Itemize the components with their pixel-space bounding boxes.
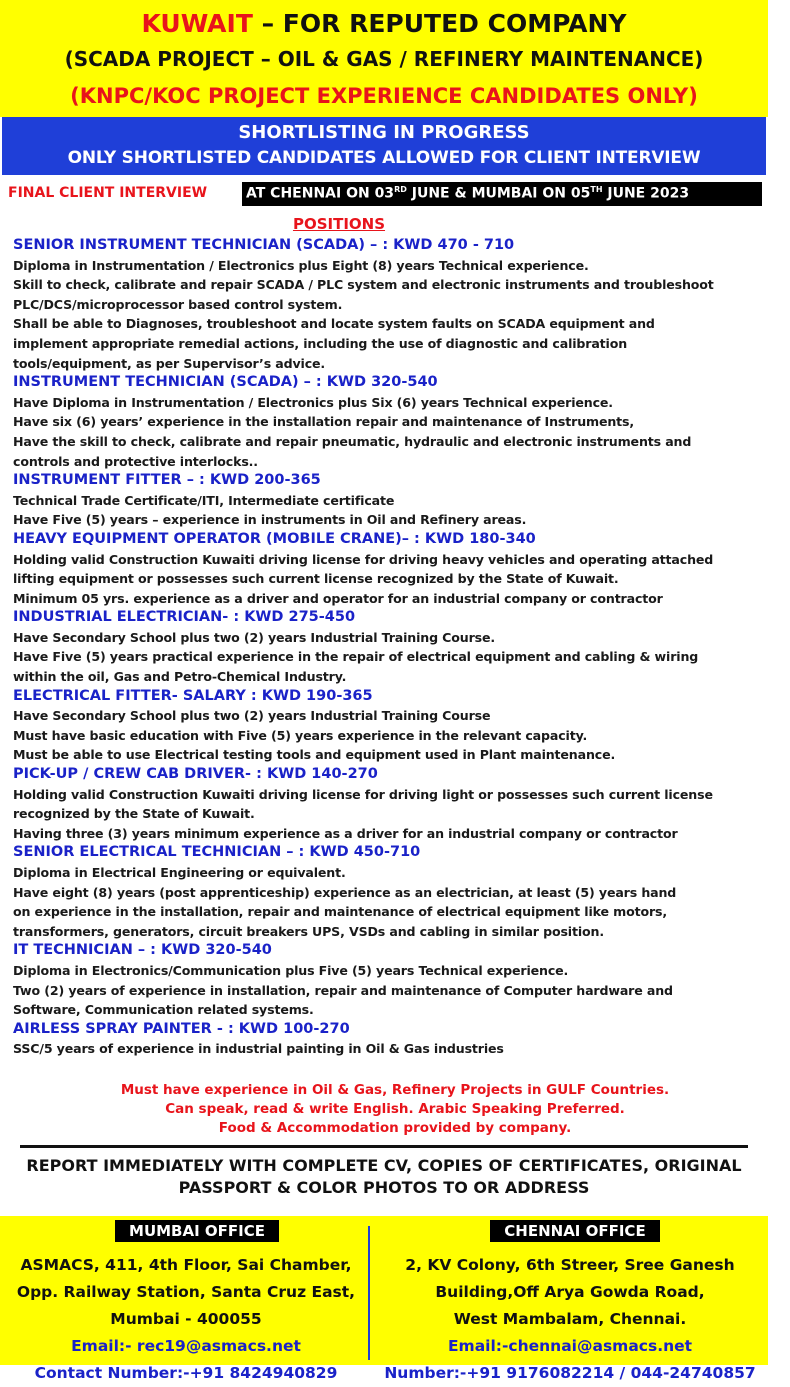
schedule-part: AT CHENNAI ON 03: [246, 185, 395, 202]
address-line: ASMACS, 411, 4th Floor, Sai Chamber,: [20, 1256, 352, 1274]
mumbai-office-heading: MUMBAI OFFICE: [115, 1220, 279, 1242]
position-requirement: Have the skill to check, calibrate and repair pneumatic, hydraulic and electronic instruments and: [13, 433, 692, 449]
position-requirement: recognized by the State of Kuwait.: [13, 806, 255, 822]
interview-allowed-line: ONLY SHORTLISTED CANDIDATES ALLOWED FOR CLIENT INTERVIEW: [67, 148, 701, 168]
position-requirement: Minimum 05 yrs. experience as a driver and operator for an industrial company or contractor: [13, 590, 663, 606]
offices-footer: [0, 1216, 768, 1382]
positions-heading: POSITIONS: [292, 215, 386, 233]
mumbai-email[interactable]: Email:- rec19@asmacs.net: [71, 1337, 301, 1355]
position-requirement: on experience in the installation, repair and maintenance of electrical equipment like motors,: [13, 904, 668, 920]
position-title: HEAVY EQUIPMENT OPERATOR (MOBILE CRANE)– : KWD 180-340: [13, 530, 536, 547]
position-requirement: Two (2) years of experience in installation, repair and maintenance of Computer hardware and: [13, 982, 673, 998]
address-line: Building,Off Arya Gowda Road,: [435, 1283, 705, 1301]
position-requirement: Must be able to use Electrical testing tools and equipment used in Plant maintenance.: [13, 747, 616, 763]
position-requirement: Have Diploma in Instrumentation / Electronics plus Six (6) years Technical experience.: [13, 394, 613, 410]
interview-schedule: [242, 182, 762, 206]
position-requirement: Technical Trade Certificate/ITI, Intermediate certificate: [13, 492, 395, 508]
chennai-office: [372, 1230, 768, 1387]
note-line: Can speak, read & write English. Arabic Speaking Preferred.: [165, 1101, 625, 1117]
report-instructions: [0, 1155, 768, 1199]
position-requirement: Have Secondary School plus two (2) years Industrial Training Course: [13, 708, 491, 724]
shortlisting-banner: [2, 117, 766, 175]
header-banner: [0, 0, 768, 117]
position-title: IT TECHNICIAN – : KWD 320-540: [13, 942, 272, 959]
position-requirement: Holding valid Construction Kuwaiti driving license for driving light or possesses such current license: [13, 786, 713, 802]
position-requirement: Have eight (8) years (post apprenticeship) experience as an electrician, at least (5) years hand: [13, 884, 677, 900]
position-requirement: transformers, generators, circuit breakers UPS, VSDs and cabling in similar position.: [13, 923, 604, 939]
position-title: SENIOR INSTRUMENT TECHNICIAN (SCADA) – : KWD 470 - 710: [13, 237, 515, 253]
shortlisting-line: SHORTLISTING IN PROGRESS: [238, 122, 530, 143]
final-interview-row: [0, 182, 768, 206]
position-requirement: SSC/5 years of experience in industrial painting in Oil & Gas industries: [13, 1041, 504, 1057]
position-requirement: Have Secondary School plus two (2) years Industrial Training Course.: [13, 629, 496, 645]
position-requirement: within the oil, Gas and Petro-Chemical Industry.: [13, 669, 347, 685]
position-requirement: controls and protective interlocks..: [13, 453, 258, 469]
chennai-contact[interactable]: Number:-+91 9176082214 / 044-24740857: [384, 1364, 756, 1382]
requirements-notes: [0, 1081, 790, 1138]
position-title: INDUSTRIAL ELECTRICIAN- : KWD 275-450: [13, 609, 356, 626]
final-interview-label: FINAL CLIENT INTERVIEW: [8, 185, 208, 201]
title-country: KUWAIT: [141, 9, 253, 38]
position-requirement: Holding valid Construction Kuwaiti driving license for driving heavy vehicles and operating attached: [13, 551, 714, 567]
position-requirement: Software, Communication related systems.: [13, 1002, 314, 1018]
position-requirement: Have six (6) years’ experience in the installation repair and maintenance of Instruments,: [13, 414, 635, 430]
report-line: REPORT IMMEDIATELY WITH COMPLETE CV, COPIES OF CERTIFICATES, ORIGINAL: [26, 1156, 742, 1175]
note-line: Food & Accommodation provided by company.: [218, 1120, 572, 1136]
position-requirement: Diploma in Electrical Engineering or equivalent.: [13, 865, 346, 880]
position-title: PICK-UP / CREW CAB DRIVER- : KWD 140-270: [13, 766, 378, 783]
report-line: PASSPORT & COLOR PHOTOS TO OR ADDRESS: [178, 1178, 590, 1197]
office-divider: [368, 1226, 370, 1360]
position-requirement: PLC/DCS/microprocessor based control system.: [13, 296, 343, 312]
position-requirement: Have Five (5) years – experience in instruments in Oil and Refinery areas.: [13, 512, 527, 528]
position-requirement: Must have basic education with Five (5) years experience in the relevant capacity.: [13, 727, 588, 743]
mumbai-contact[interactable]: Contact Number:-+91 8424940829: [34, 1364, 338, 1382]
title-rest: – FOR REPUTED COMPANY: [252, 9, 627, 38]
position-title: AIRLESS SPRAY PAINTER - : KWD 100-270: [13, 1020, 350, 1037]
position-title: SENIOR ELECTRICAL TECHNICIAN – : KWD 450-710: [13, 844, 421, 861]
position-requirement: Diploma in Electronics/Communication plus Five (5) years Technical experience.: [13, 962, 569, 978]
position-requirement: Having three (3) years minimum experience as a driver for an industrial company or contractor: [13, 825, 678, 841]
position-requirement: lifting equipment or possesses such current license recognized by the State of Kuwait.: [13, 571, 619, 587]
project-subtitle: (SCADA PROJECT – OIL & GAS / REFINERY MAINTENANCE): [64, 47, 704, 71]
schedule-part: JUNE 2023: [602, 185, 690, 202]
schedule-sup: RD: [394, 185, 407, 194]
position-requirement: Have Five (5) years practical experience in the repair of electrical equipment and cabling & wiring: [13, 649, 699, 665]
chennai-email[interactable]: Email:-chennai@asmacs.net: [447, 1337, 693, 1355]
experience-note: (KNPC/KOC PROJECT EXPERIENCE CANDIDATES ONLY): [70, 84, 698, 108]
position-requirement: tools/equipment, as per Supervisor’s advice.: [13, 355, 326, 371]
position-title: INSTRUMENT TECHNICIAN (SCADA) – : KWD 320-540: [13, 374, 438, 391]
position-requirement: implement appropriate remedial actions, including the use of diagnostic and calibration: [13, 335, 628, 351]
position-title: INSTRUMENT FITTER – : KWD 200-365: [13, 472, 321, 489]
position-requirement: Diploma in Instrumentation / Electronics plus Eight (8) years Technical experience.: [13, 257, 589, 273]
chennai-office-heading: CHENNAI OFFICE: [490, 1220, 660, 1242]
page-title: [0, 9, 768, 38]
schedule-sup: TH: [590, 185, 603, 194]
address-line: Mumbai - 400055: [110, 1310, 262, 1328]
position-requirement: Skill to check, calibrate and repair SCADA / PLC system and electronic instruments and troubleshoot: [13, 277, 714, 293]
mumbai-office: [0, 1230, 372, 1387]
position-title: ELECTRICAL FITTER- SALARY : KWD 190-365: [13, 687, 373, 704]
positions-list: [13, 236, 763, 1059]
address-line: 2, KV Colony, 6th Streer, Sree Ganesh: [405, 1256, 735, 1274]
note-line: Must have experience in Oil & Gas, Refinery Projects in GULF Countries.: [120, 1082, 670, 1098]
schedule-part: JUNE & MUMBAI ON 05: [406, 185, 591, 202]
address-line: West Mambalam, Chennai.: [453, 1310, 687, 1328]
address-line: Opp. Railway Station, Santa Cruz East,: [16, 1283, 356, 1301]
position-requirement: Shall be able to Diagnoses, troubleshoot and locate system faults on SCADA equipment and: [13, 316, 655, 332]
divider: [20, 1145, 748, 1148]
